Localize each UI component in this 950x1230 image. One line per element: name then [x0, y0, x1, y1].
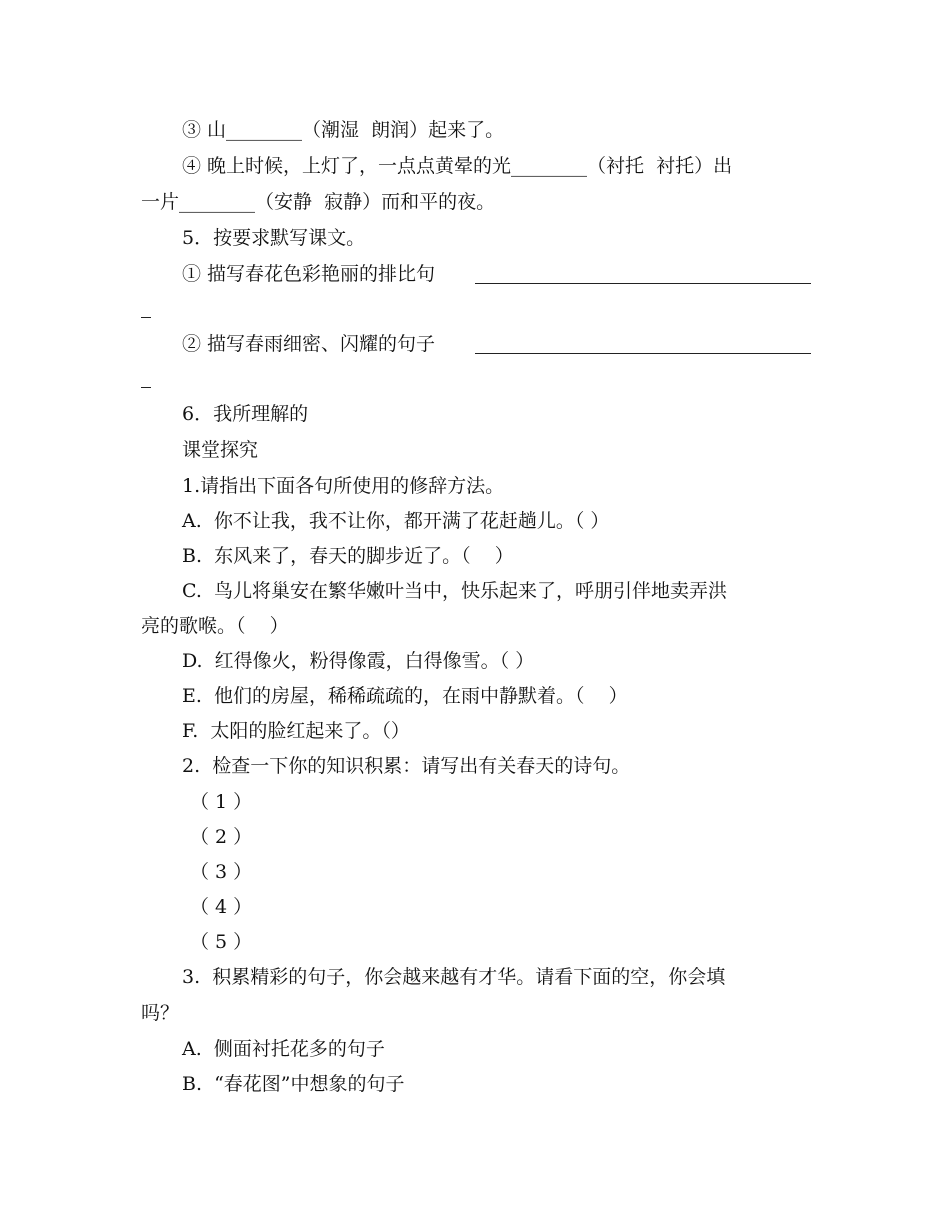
numbered-slot: （ 4 ）: [190, 896, 253, 918]
answer-blank[interactable]: [475, 353, 811, 354]
section-heading: 课堂探究: [182, 439, 259, 461]
text-line: 一片________（安静 寂静）而和平的夜。: [141, 191, 496, 213]
text-line: 吗？: [141, 1002, 180, 1024]
section-heading: 6．我所理解的: [182, 403, 309, 425]
text-line: ④ 晚上时候，上灯了，一点点黄晕的光________（衬托 衬托）出: [182, 155, 733, 177]
answer-blank[interactable]: [475, 283, 811, 284]
option-line: B. 东风来了，春天的脚步近了。（ ）: [182, 545, 514, 567]
option-line: D. 红得像火，粉得像霞，白得像雪。（ ）: [182, 650, 535, 672]
option-line: A. 侧面衬托花多的句子: [182, 1038, 385, 1060]
option-line: 亮的歌喉。（ ）: [141, 615, 289, 637]
option-line: C. 鸟儿将巢安在繁华嫩叶当中，快乐起来了，呼朋引伴地卖弄洪: [182, 580, 727, 602]
section-heading: 5．按要求默写课文。: [182, 227, 366, 249]
text-line: 2. 检查一下你的知识积累：请写出有关春天的诗句。: [182, 755, 631, 777]
text-line: 1.请指出下面各句所使用的修辞方法。: [182, 475, 505, 497]
option-line: A. 你不让我，我不让你，都开满了花赶趟儿。（ ）: [182, 510, 610, 532]
answer-blank-continuation: [141, 387, 151, 388]
numbered-slot: （ 3 ）: [190, 861, 253, 883]
text-line: ① 描写春花色彩艳丽的排比句: [182, 263, 436, 285]
numbered-slot: （ 1 ）: [190, 791, 253, 813]
numbered-slot: （ 2 ）: [190, 826, 253, 848]
option-line: F. 太阳的脸红起来了。（）: [182, 720, 410, 742]
text-line: 3. 积累精彩的句子，你会越来越有才华。请看下面的空，你会填: [182, 966, 726, 988]
answer-blank-continuation: [141, 317, 151, 318]
text-line: ③ 山________（潮湿 朗润）起来了。: [182, 119, 505, 141]
option-line: B. “春花图”中想象的句子: [182, 1073, 405, 1095]
numbered-slot: （ 5 ）: [190, 931, 253, 953]
text-line: ② 描写春雨细密、闪耀的句子: [182, 333, 436, 355]
option-line: E. 他们的房屋，稀稀疏疏的，在雨中静默着。（ ）: [182, 685, 628, 707]
